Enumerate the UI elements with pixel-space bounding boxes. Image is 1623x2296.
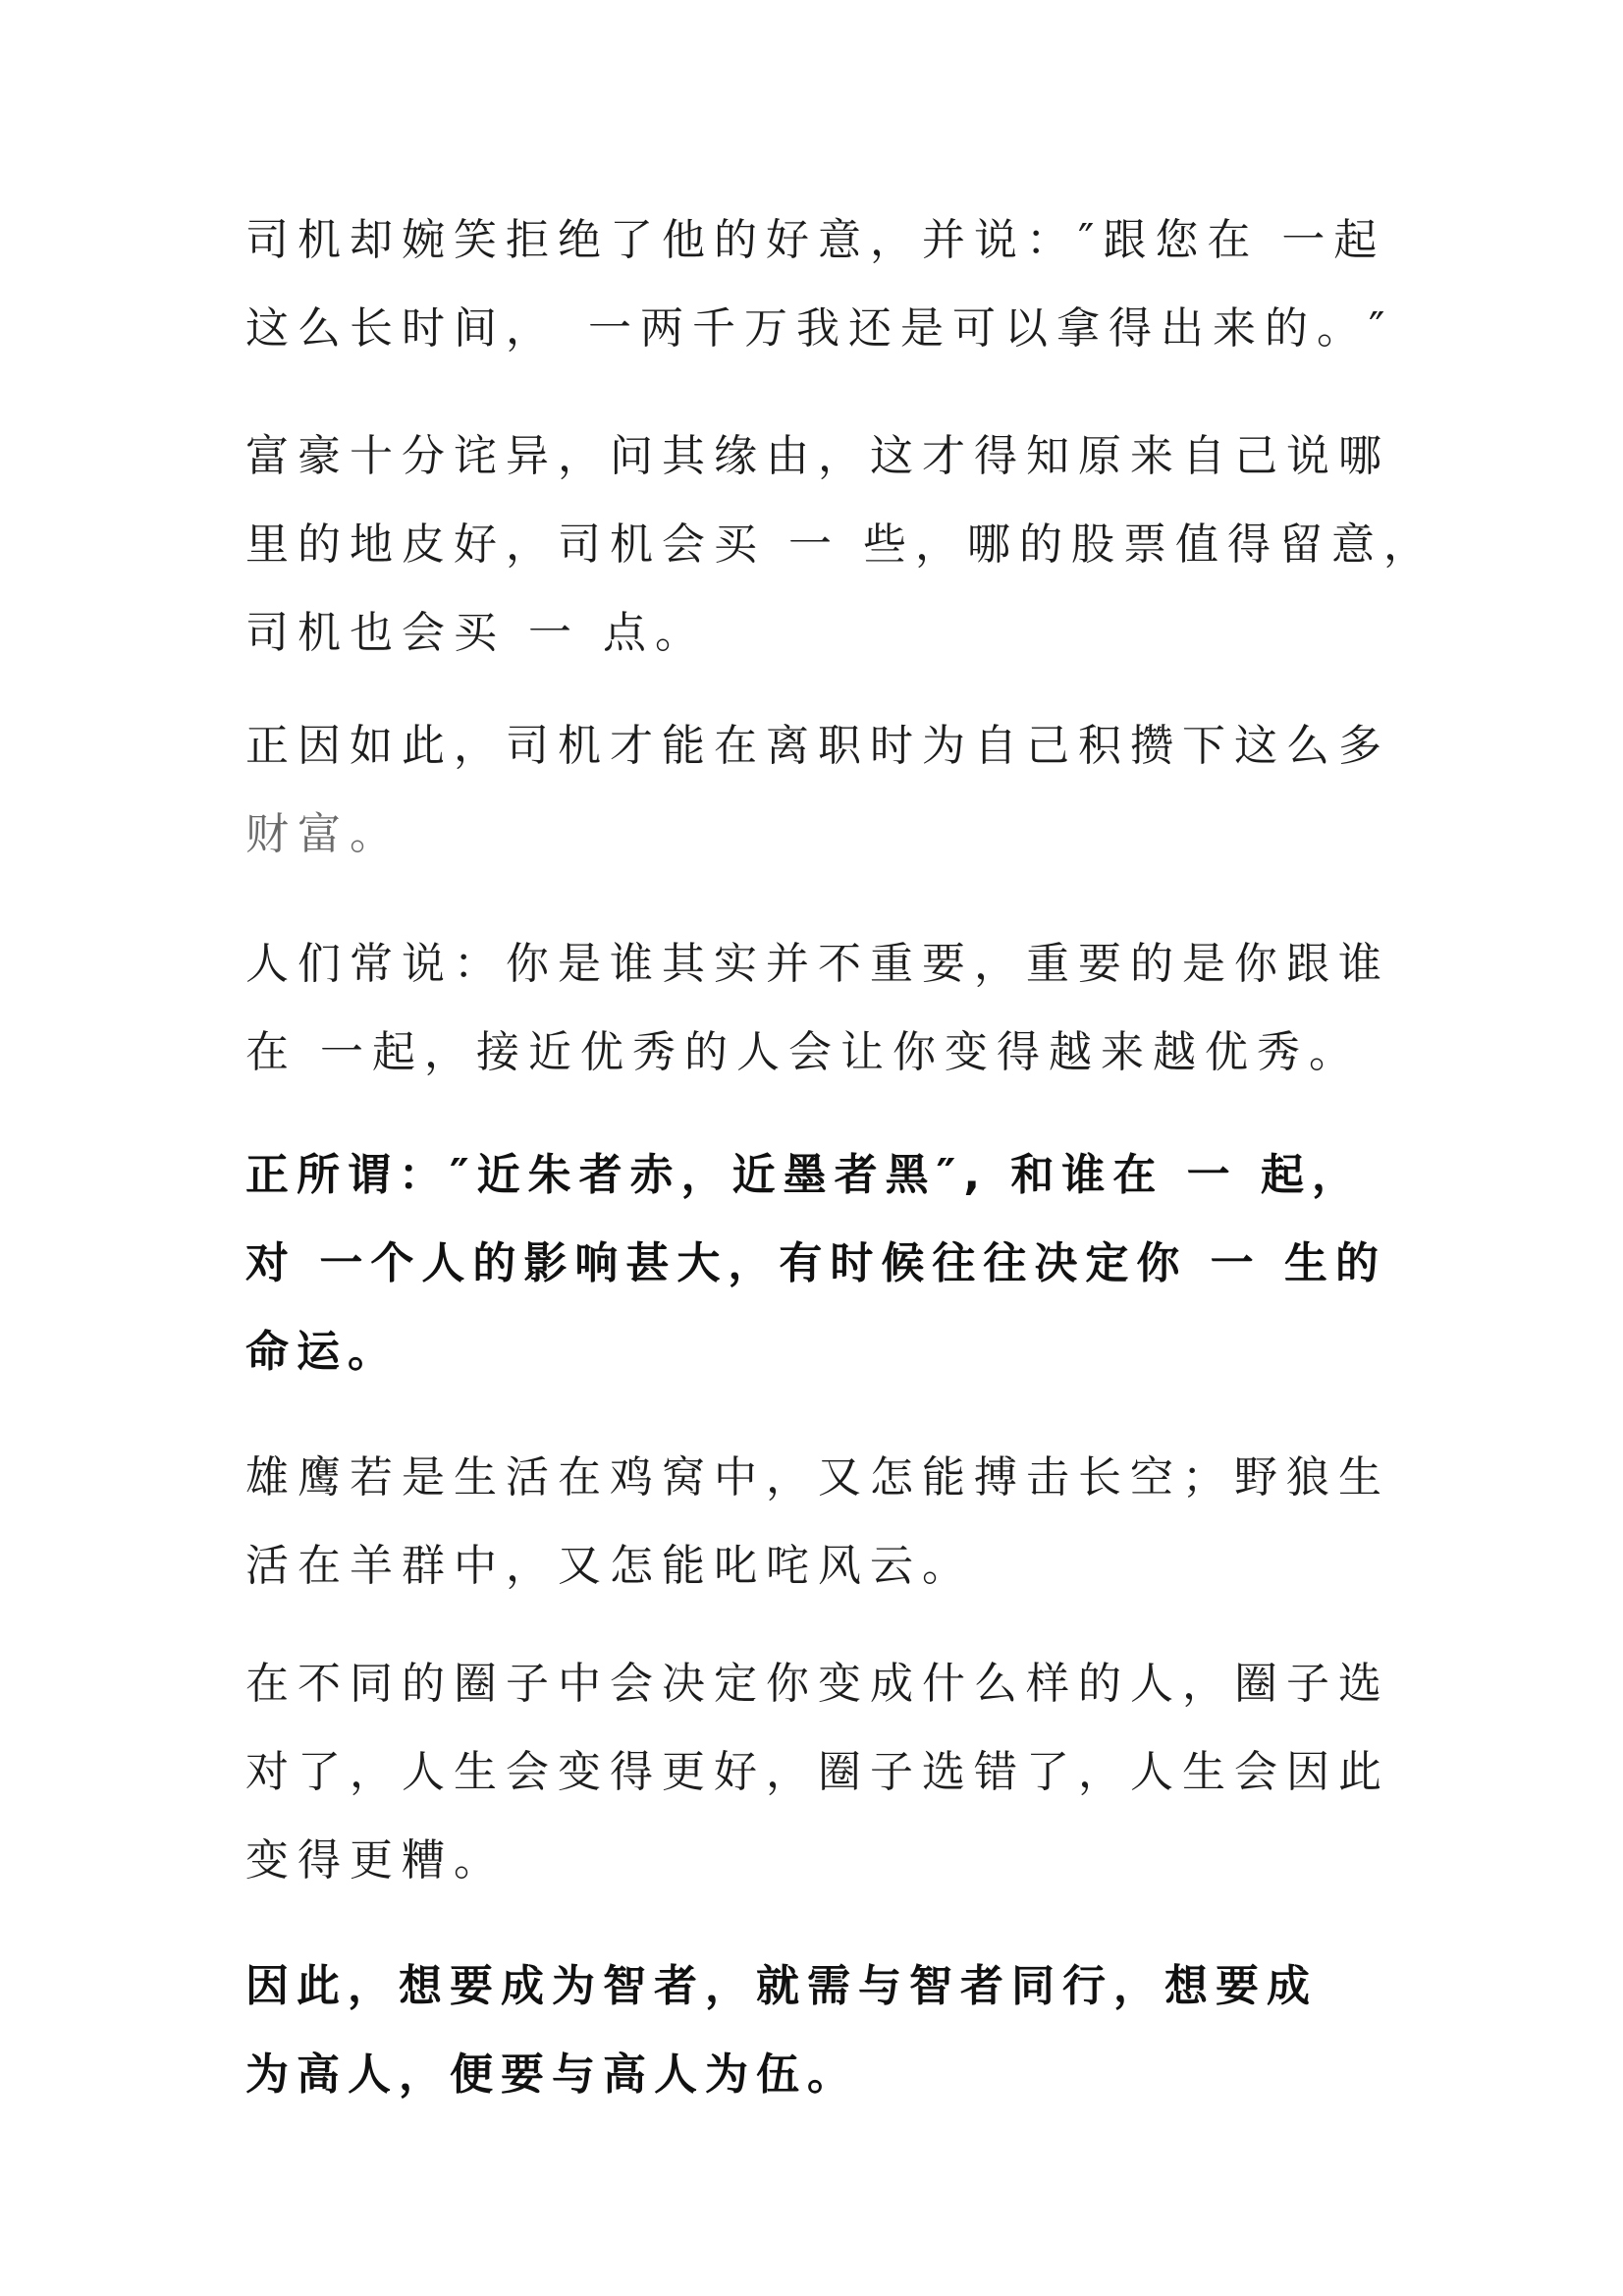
text-line: 正因如此，司机才能在离职时为自己积攒下这么多 [245, 721, 1390, 771]
text-line: 命运。 [245, 1327, 399, 1377]
paragraph-5-bold [245, 1131, 1384, 1396]
paragraph-4 [245, 920, 1390, 1097]
text-line: 对 一个人的影响甚大，有时候往往决定你 一 生的 [245, 1238, 1386, 1288]
paragraph-7 [245, 1640, 1390, 1905]
paragraph-2 [245, 412, 1435, 678]
text-line: 活在羊群中，又怎能叱咤风云。 [245, 1541, 974, 1591]
paragraph-8-bold [245, 1942, 1384, 2119]
text-line: 因此，想要成为智者，就需与智者同行，想要成 [245, 1961, 1318, 2011]
text-line: 正所谓：″近朱者赤，近墨者黑″, 和谁在 一 起， [245, 1150, 1363, 1200]
paragraph-3 [245, 702, 1390, 879]
paragraph-1 [245, 196, 1394, 373]
text-line: 为高人，便要与高人为伍。 [245, 2050, 858, 2100]
text-line: 人们常说：你是谁其实并不重要，重要的是你跟谁 [245, 939, 1390, 989]
paragraph-6 [245, 1434, 1390, 1611]
text-line: 这么长时间， 一两千万我还是可以拿得出来的。″ [245, 303, 1394, 354]
text-line: 司机却婉笑拒绝了他的好意，并说：″跟您在 一起 [245, 215, 1386, 265]
text-line: 对了，人生会变得更好，圈子选错了，人生会因此 [245, 1747, 1390, 1797]
muted-text-suffix: 。 [350, 809, 402, 859]
text-line: 在不同的圈子中会决定你变成什么样的人，圈子选 [245, 1659, 1390, 1709]
text-line: 变得更糟。 [245, 1835, 506, 1886]
text-line: 司机也会买 一 点。 [245, 608, 707, 658]
text-line: 雄鹰若是生活在鸡窝中，又怎能搏击长空；野狼生 [245, 1452, 1390, 1503]
text-line: 在 一起，接近优秀的人会让你变得越来越优秀。 [245, 1027, 1361, 1077]
muted-text: 财富 [245, 809, 350, 859]
text-line: 里的地皮好，司机会买 一 些，哪的股票值得留意， [245, 519, 1435, 570]
text-line: 富豪十分诧异，问其缘由，这才得知原来自己说哪 [245, 431, 1390, 481]
text-line [245, 791, 1384, 879]
